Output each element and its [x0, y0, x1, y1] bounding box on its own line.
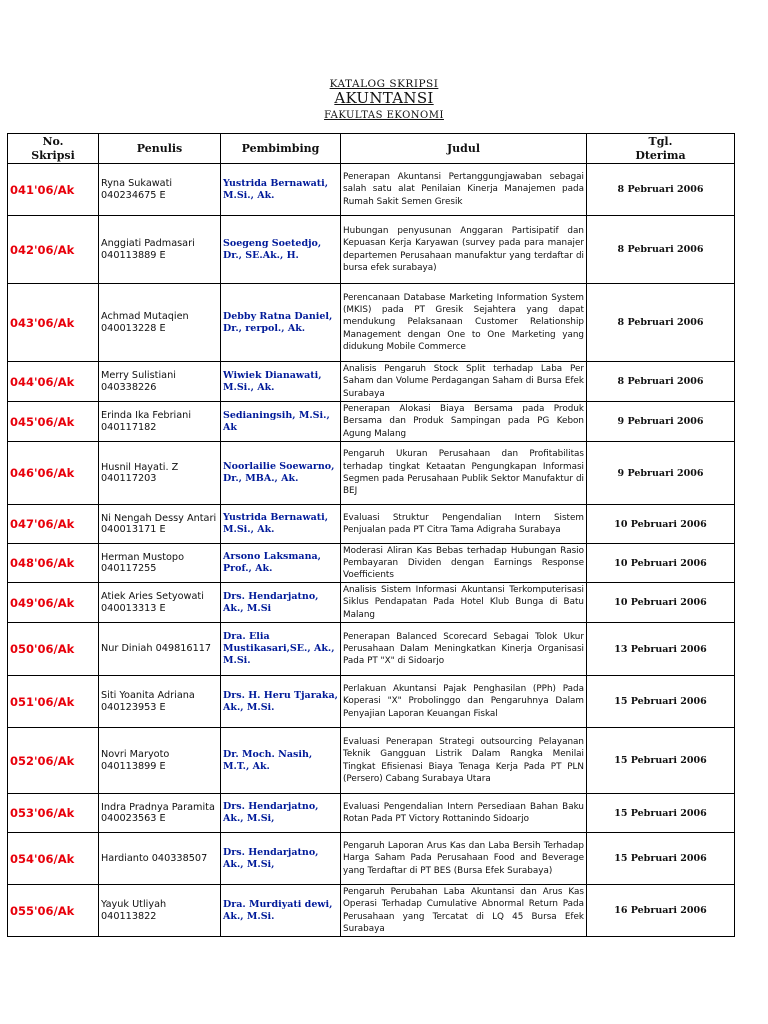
received-date: 15 Pebruari 2006 [587, 728, 735, 794]
author: Atiek Aries Setyowati 040013313 E [99, 583, 221, 623]
author: Erinda Ika Febriani 040117182 [99, 402, 221, 442]
thesis-title: Penerapan Akuntansi Pertanggungjawaban sebagai salah satu alat Penilaian Kinerja Manajemen pada Rumah Sakit Semen Gresik [341, 164, 587, 216]
advisor: Drs. Hendarjatno, Ak., M.Si, [221, 794, 341, 833]
thesis-number: 053'06/Ak [8, 794, 99, 833]
column-header-pembimbing: Pembimbing [221, 134, 341, 164]
table-row [8, 164, 735, 216]
column-header-judul: Judul [341, 134, 587, 164]
table-row [8, 505, 735, 544]
received-date: 16 Pebruari 2006 [587, 885, 735, 937]
table-row [8, 794, 735, 833]
thesis-number: 052'06/Ak [8, 728, 99, 794]
table-row [8, 216, 735, 284]
tgl-header-line2: Dterima [635, 148, 686, 162]
author: Siti Yoanita Adriana 040123953 E [99, 676, 221, 728]
thesis-number: 046'06/Ak [8, 442, 99, 505]
department-title: AKUNTANSI [334, 89, 434, 107]
thesis-title: Pengaruh Laporan Arus Kas dan Laba Bersih Terhadap Harga Saham Pada Perusahaan Food and Beverage yang Terdaftar di PT BES (Bursa Efek Surabaya) [341, 833, 587, 885]
table-row [8, 885, 735, 937]
faculty-title: FAKULTAS EKONOMI [324, 110, 444, 121]
thesis-title: Evaluasi Struktur Pengendalian Intern Sistem Penjualan pada PT Citra Tama Adigraha Surabaya [341, 505, 587, 544]
thesis-title: Moderasi Aliran Kas Bebas terhadap Hubungan Rasio Pembayaran Dividen dengan Earnings Response Voefficients [341, 544, 587, 583]
advisor: Yustrida Bernawati, M.Si., Ak. [221, 505, 341, 544]
table-row [8, 676, 735, 728]
thesis-title: Pengaruh Ukuran Perusahaan dan Profitabilitas terhadap tingkat Ketaatan Pengungkapan Informasi Segmen pada Perusahaan Publik Sektor Manufaktur di BEJ [341, 442, 587, 505]
table-row [8, 362, 735, 402]
author: Achmad Mutaqien 040013228 E [99, 284, 221, 362]
thesis-number: 049'06/Ak [8, 583, 99, 623]
table-row [8, 544, 735, 583]
thesis-title: Analisis Pengaruh Stock Split terhadap Laba Per Saham dan Volume Perdagangan Saham di Bursa Efek Surabaya [341, 362, 587, 402]
advisor: Drs. H. Heru Tjaraka, Ak., M.Si. [221, 676, 341, 728]
advisor: Arsono Laksmana, Prof., Ak. [221, 544, 341, 583]
received-date: 13 Pebruari 2006 [587, 623, 735, 676]
author: Ni Nengah Dessy Antari 040013171 E [99, 505, 221, 544]
received-date: 8 Pebruari 2006 [587, 164, 735, 216]
advisor: Debby Ratna Daniel, Dr., rerpol., Ak. [221, 284, 341, 362]
column-header-penulis: Penulis [99, 134, 221, 164]
author: Yayuk Utliyah 040113822 [99, 885, 221, 937]
author: Herman Mustopo 040117255 [99, 544, 221, 583]
thesis-number: 042'06/Ak [8, 216, 99, 284]
advisor: Soegeng Soetedjo, Dr., SE.Ak., H. [221, 216, 341, 284]
advisor: Sedianingsih, M.Si., Ak [221, 402, 341, 442]
thesis-number: 041'06/Ak [8, 164, 99, 216]
received-date: 15 Pebruari 2006 [587, 833, 735, 885]
tgl-header-line1: Tgl. [648, 134, 673, 148]
received-date: 9 Pebruari 2006 [587, 442, 735, 505]
catalog-title: KATALOG SKRIPSI [329, 78, 439, 90]
received-date: 10 Pebruari 2006 [587, 544, 735, 583]
thesis-number: 050'06/Ak [8, 623, 99, 676]
column-header-tgl [587, 134, 735, 164]
thesis-title: Perlakuan Akuntansi Pajak Penghasilan (PPh) Pada Koperasi "X" Probolinggo dan Pengaruhnya Dalam Penyajian Laporan Keuangan Fiskal [341, 676, 587, 728]
author: Anggiati Padmasari 040113889 E [99, 216, 221, 284]
thesis-title: Evaluasi Penerapan Strategi outsourcing Pelayanan Teknik Gangguan Listrik Dalam Rangka Menilai Tingkat Efisienasi Biaya Tenaga Kerja Pada PT PLN (Persero) Cabang Surabaya Utara [341, 728, 587, 794]
advisor: Drs. Hendarjatno, Ak., M.Si, [221, 833, 341, 885]
thesis-number: 051'06/Ak [8, 676, 99, 728]
thesis-number: 055'06/Ak [8, 885, 99, 937]
no-header-line1: No. [42, 134, 64, 148]
advisor: Dra. Elia Mustikasari,SE., Ak., M.Si. [221, 623, 341, 676]
thesis-title: Perencanaan Database Marketing Information System (MKIS) pada PT Gresik Sejahtera yang dapat mendukung Pelaksanaan Customer Relationship Management dengan One to One Marketing yang didukung Mobile Commerce [341, 284, 587, 362]
advisor: Yustrida Bernawati, M.Si., Ak. [221, 164, 341, 216]
author: Indra Pradnya Paramita 040023563 E [99, 794, 221, 833]
received-date: 9 Pebruari 2006 [587, 402, 735, 442]
table-row [8, 442, 735, 505]
thesis-number: 047'06/Ak [8, 505, 99, 544]
author: Husnil Hayati. Z 040117203 [99, 442, 221, 505]
thesis-number: 044'06/Ak [8, 362, 99, 402]
advisor: Noorlailie Soewarno, Dr., MBA., Ak. [221, 442, 341, 505]
column-header-no [8, 134, 99, 164]
received-date: 10 Pebruari 2006 [587, 505, 735, 544]
received-date: 15 Pebruari 2006 [587, 676, 735, 728]
received-date: 8 Pebruari 2006 [587, 284, 735, 362]
author: Hardianto 040338507 [99, 833, 221, 885]
thesis-number: 048'06/Ak [8, 544, 99, 583]
received-date: 15 Pebruari 2006 [587, 794, 735, 833]
advisor: Wiwiek Dianawati, M.Si., Ak. [221, 362, 341, 402]
thesis-title: Penerapan Balanced Scorecard Sebagai Tolok Ukur Perusahaan Dalam Meningkatkan Kinerja Organisasi Pada PT "X" di Sidoarjo [341, 623, 587, 676]
header-row [8, 134, 735, 164]
table-row [8, 402, 735, 442]
received-date: 10 Pebruari 2006 [587, 583, 735, 623]
no-header-line2: Skripsi [31, 148, 75, 162]
table-row [8, 623, 735, 676]
author: Merry Sulistiani 040338226 [99, 362, 221, 402]
thesis-title: Hubungan penyusunan Anggaran Partisipatif dan Kepuasan Kerja Karyawan (survey pada para manajer departemen Perusahaan manufaktur yang terdaftar di bursa efek surabaya) [341, 216, 587, 284]
advisor: Dr. Moch. Nasih, M.T., Ak. [221, 728, 341, 794]
catalog-body [8, 164, 735, 937]
table-row [8, 833, 735, 885]
table-row [8, 583, 735, 623]
table-row [8, 728, 735, 794]
author: Novri Maryoto 040113899 E [99, 728, 221, 794]
author: Nur Diniah 049816117 [99, 623, 221, 676]
advisor: Drs. Hendarjatno, Ak., M.Si [221, 583, 341, 623]
thesis-title: Evaluasi Pengendalian Intern Persediaan Bahan Baku Rotan Pada PT Victory Rottanindo Sidoarjo [341, 794, 587, 833]
received-date: 8 Pebruari 2006 [587, 362, 735, 402]
thesis-number: 054'06/Ak [8, 833, 99, 885]
received-date: 8 Pebruari 2006 [587, 216, 735, 284]
thesis-number: 043'06/Ak [8, 284, 99, 362]
thesis-number: 045'06/Ak [8, 402, 99, 442]
thesis-title: Pengaruh Perubahan Laba Akuntansi dan Arus Kas Operasi Terhadap Cumulative Abnormal Return Pada Perusahaan yang Tercatat di LQ 45 Bursa Efek Surabaya [341, 885, 587, 937]
author: Ryna Sukawati 040234675 E [99, 164, 221, 216]
thesis-catalog-table [7, 133, 735, 937]
table-row [8, 284, 735, 362]
thesis-title: Penerapan Alokasi Biaya Bersama pada Produk Bersama dan Produk Sampingan pada PG Kebon Agung Malang [341, 402, 587, 442]
thesis-title: Analisis Sistem Informasi Akuntansi Terkomputerisasi Siklus Pendapatan Pada Hotel Klub Bunga di Batu Malang [341, 583, 587, 623]
advisor: Dra. Murdiyati dewi, Ak., M.Si. [221, 885, 341, 937]
